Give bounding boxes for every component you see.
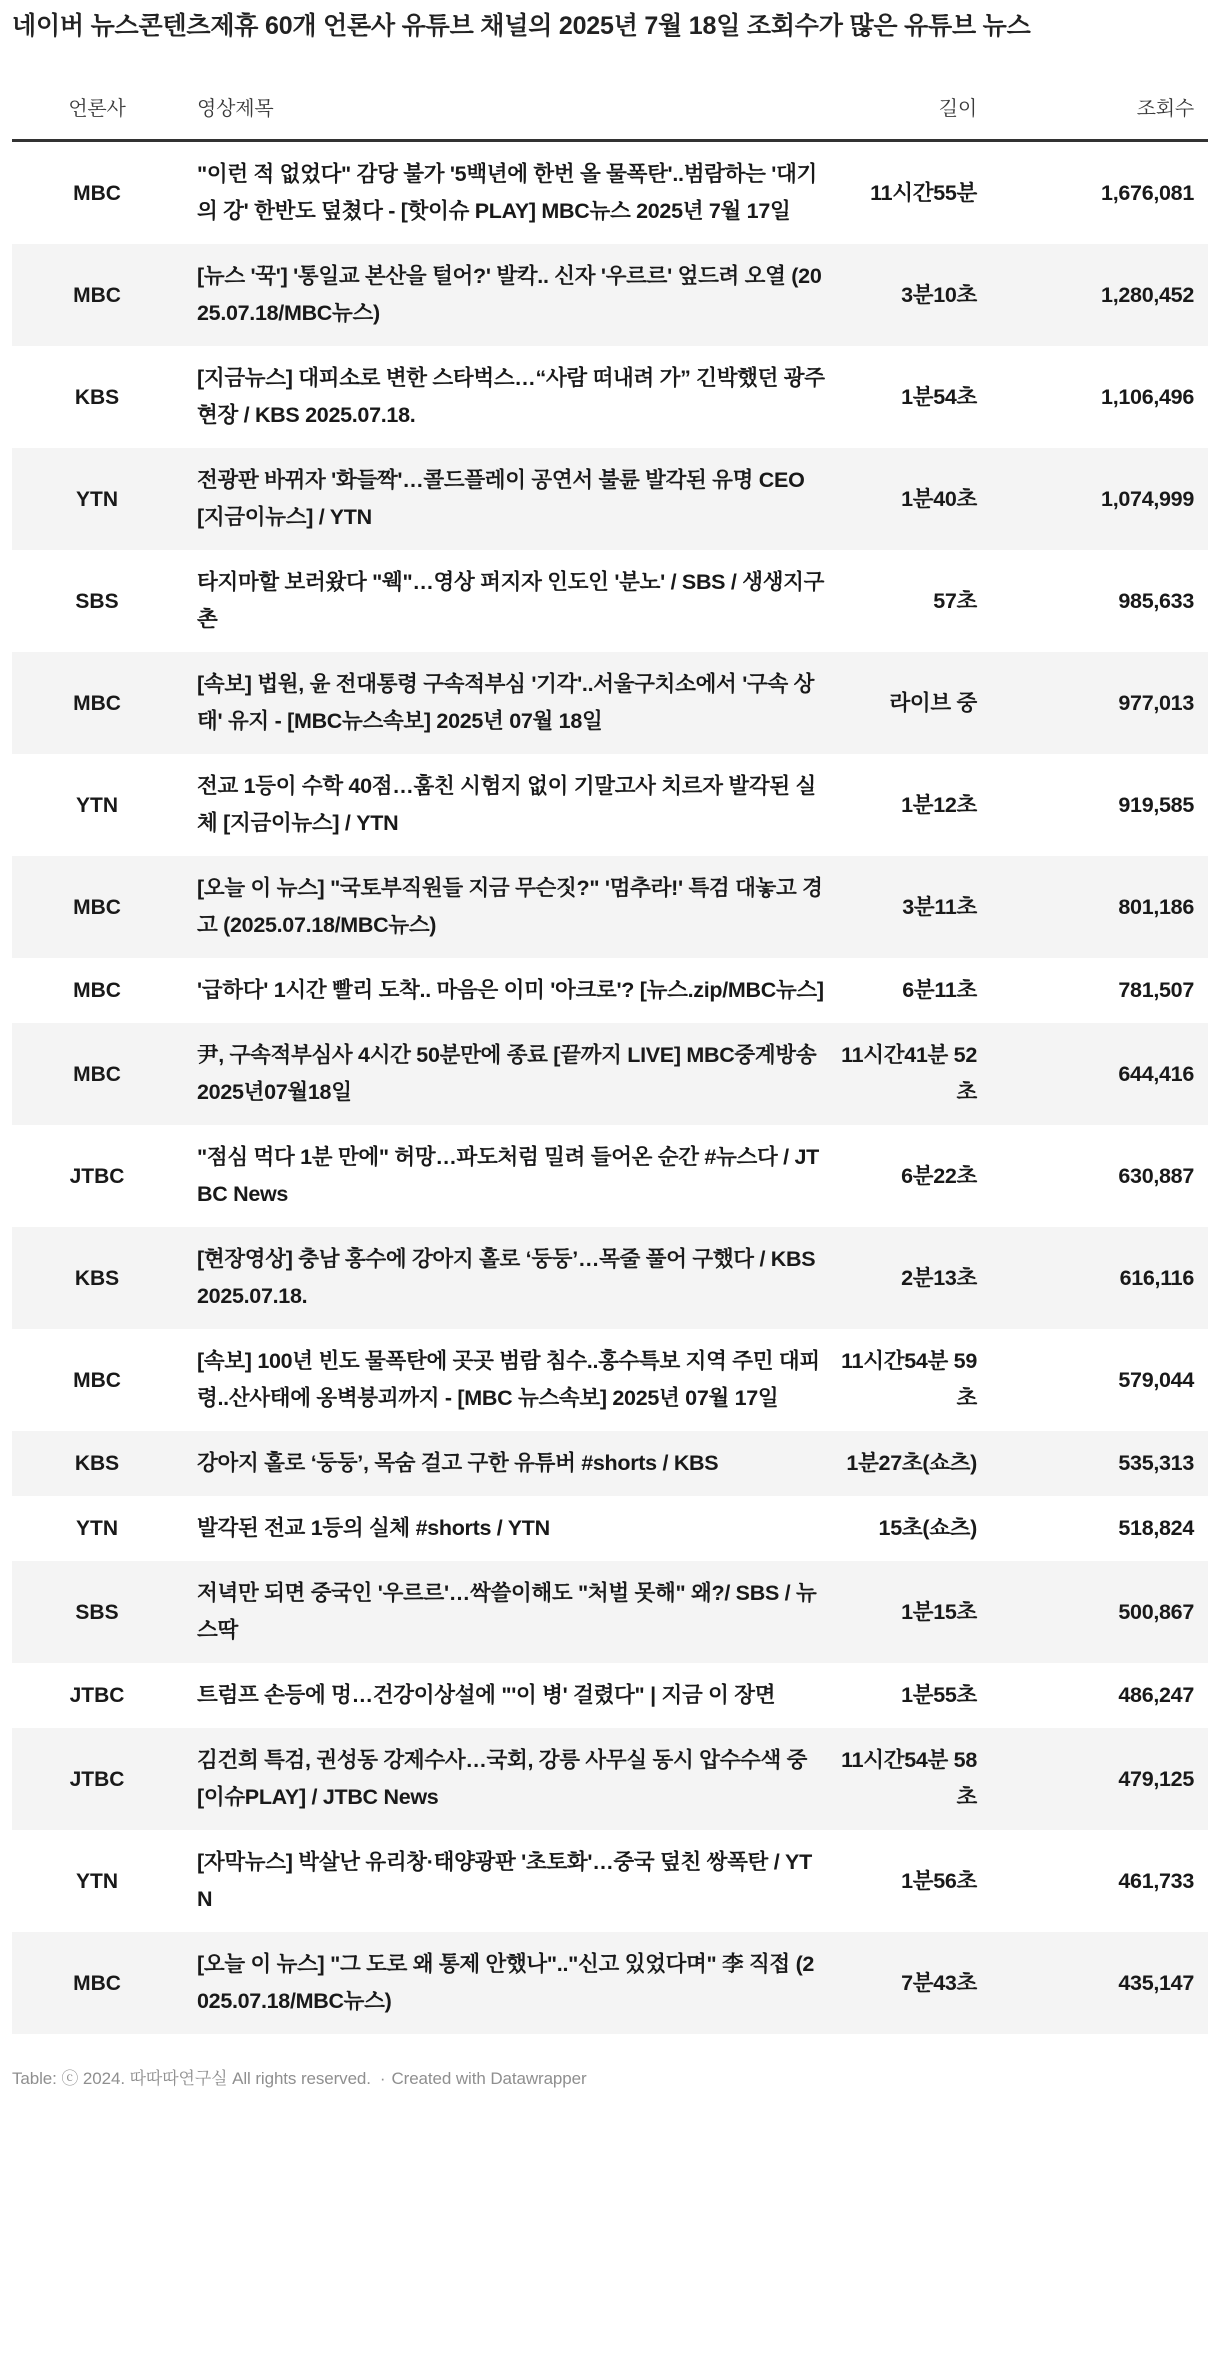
- table-row: [12, 958, 1208, 1023]
- press-cell: YTN: [76, 487, 118, 511]
- press-cell: MBC: [73, 979, 121, 1002]
- press-cell: YTN: [76, 793, 118, 817]
- table-row: [12, 244, 1208, 346]
- views-cell: 518,824: [1118, 1516, 1194, 1540]
- press-cell: MBC: [73, 1971, 121, 1995]
- table-row: [12, 1932, 1208, 2034]
- column-header-duration: 길이: [837, 92, 977, 141]
- duration-cell: 11시간54분 59초: [841, 1349, 977, 1410]
- press-cell: YTN: [76, 1869, 118, 1893]
- duration-cell: 1분55초: [901, 1683, 977, 1707]
- press-cell: JTBC: [69, 1767, 125, 1791]
- video-title-cell: 발각된 전교 1등의 실체 #shorts / YTN: [197, 1516, 550, 1540]
- duration-cell: 15초(쇼츠): [878, 1516, 977, 1540]
- video-title-cell: 트럼프 손등에 멍…건강이상설에 "'이 병' 걸렸다" | 지금 이 장면: [197, 1683, 776, 1707]
- table-row: [12, 1227, 1208, 1329]
- table-row: [12, 1663, 1208, 1728]
- table-body: [12, 141, 1208, 2035]
- press-cell: MBC: [73, 283, 121, 307]
- table-footer: [12, 2068, 1208, 2090]
- duration-cell: 1분40초: [901, 486, 977, 511]
- table-header-row: [12, 92, 1208, 141]
- views-cell: 479,125: [1118, 1766, 1194, 1791]
- video-title-cell: [오늘 이 뉴스] "그 도로 왜 통제 안했나".."신고 있었다며" 李 직접 (2025.07.18/MBC뉴스): [197, 1952, 815, 2013]
- views-cell: 985,633: [1118, 588, 1194, 613]
- press-cell: SBS: [75, 589, 119, 613]
- views-cell: 781,507: [1118, 978, 1194, 1002]
- table-row: [12, 141, 1208, 245]
- views-cell: 919,585: [1118, 792, 1194, 817]
- press-cell: YTN: [76, 1517, 118, 1540]
- video-title-cell: [현장영상] 충남 홍수에 강아지 홀로 ‘둥둥’…목줄 풀어 구했다 / KBS 2025.07.18.: [197, 1247, 816, 1308]
- table-row: [12, 1125, 1208, 1227]
- press-cell: MBC: [73, 1062, 121, 1086]
- views-cell: 977,013: [1118, 690, 1194, 715]
- duration-cell: 라이브 중: [889, 690, 977, 715]
- press-cell: JTBC: [69, 1164, 125, 1188]
- views-cell: 486,247: [1118, 1683, 1194, 1707]
- video-title-cell: 저녁만 되면 중국인 '우르르'…싹쓸이해도 "처벌 못해" 왜?/ SBS / 뉴스딱: [197, 1581, 817, 1642]
- video-title-cell: "이런 적 없었다" 감당 불가 '5백년에 한번 올 물폭탄'..범람하는 '대기의 강' 한반도 덮쳤다 - [핫이슈 PLAY] MBC뉴스 2025년 7월 17일: [197, 162, 818, 223]
- table-row: [12, 346, 1208, 448]
- video-title-cell: '급하다' 1시간 빨리 도착.. 마음은 이미 '아크로'? [뉴스.zip/MBC뉴스]: [197, 978, 824, 1002]
- duration-cell: 2분13초: [901, 1265, 977, 1290]
- press-cell: KBS: [74, 1452, 120, 1475]
- video-title-cell: 강아지 홀로 ‘둥둥’, 목숨 걸고 구한 유튜버 #shorts / KBS: [197, 1451, 719, 1475]
- duration-cell: 1분56초: [901, 1868, 977, 1893]
- video-title-cell: 전광판 바뀌자 '화들짝'…콜드플레이 공연서 불륜 발각된 유명 CEO [지금이뉴스] / YTN: [197, 468, 805, 529]
- video-title-cell: [속보] 100년 빈도 물폭탄에 곳곳 범람 침수..홍수특보 지역 주민 대피령..산사태에 옹벽붕괴까지 - [MBC 뉴스속보] 2025년 07월 17일: [197, 1349, 820, 1410]
- footer-separator: ·: [379, 2069, 386, 2088]
- views-cell: 500,867: [1118, 1599, 1194, 1624]
- views-cell: 579,044: [1118, 1367, 1194, 1392]
- duration-cell: 11시간41분 52초: [841, 1043, 977, 1104]
- video-title-cell: [자막뉴스] 박살난 유리창·태양광판 '초토화'…중국 덮친 쌍폭탄 / YTN: [197, 1850, 812, 1911]
- video-title-cell: 김건희 특검, 권성동 강제수사…국회, 강릉 사무실 동시 압수수색 중 [이슈PLAY] / JTBC News: [197, 1748, 808, 1809]
- views-cell: 461,733: [1118, 1868, 1194, 1893]
- table-row: [12, 1561, 1208, 1663]
- press-cell: MBC: [73, 181, 121, 205]
- column-header-views: 조회수: [977, 92, 1208, 141]
- duration-cell: 1분15초: [901, 1599, 977, 1624]
- views-cell: 435,147: [1118, 1970, 1194, 1995]
- views-cell: 1,106,496: [1101, 384, 1194, 409]
- column-header-press: 언론사: [12, 92, 182, 141]
- datawrapper-credit-link[interactable]: Created with Datawrapper: [391, 2069, 587, 2088]
- table-row: [12, 448, 1208, 550]
- views-cell: 644,416: [1118, 1061, 1194, 1086]
- duration-cell: 6분11초: [902, 978, 977, 1002]
- video-title-cell: [지금뉴스] 대피소로 변한 스타벅스…“사람 떠내려 가” 긴박했던 광주 현장 / KBS 2025.07.18.: [197, 366, 825, 427]
- views-cell: 1,074,999: [1101, 486, 1194, 511]
- views-cell: 1,280,452: [1101, 282, 1194, 307]
- video-title-cell: [오늘 이 뉴스] "국토부직원들 지금 무슨짓?" '멈추라!' 특검 대놓고 경고 (2025.07.18/MBC뉴스): [197, 876, 823, 937]
- news-table: [12, 92, 1208, 2034]
- press-cell: KBS: [74, 1266, 120, 1290]
- video-title-cell: "점심 먹다 1분 만에" 허망…파도처럼 밀려 들어온 순간 #뉴스다 / JTBC News: [197, 1145, 819, 1206]
- duration-cell: 11시간55분: [870, 180, 977, 205]
- views-cell: 535,313: [1118, 1451, 1194, 1475]
- views-cell: 801,186: [1118, 894, 1194, 919]
- video-title-cell: [뉴스 '꾹'] '통일교 본산을 털어?' 발칵.. 신자 '우르르' 엎드려 오열 (2025.07.18/MBC뉴스): [197, 264, 822, 325]
- attribution-text: Table: ⓒ 2024. 따따따연구실 All rights reserved.: [12, 2069, 371, 2088]
- duration-cell: 11시간54분 58초: [841, 1748, 977, 1809]
- table-row: [12, 1431, 1208, 1496]
- column-header-video-title: 영상제목: [182, 92, 837, 141]
- table-row: [12, 652, 1208, 754]
- press-cell: JTBC: [69, 1684, 125, 1707]
- page-title: 네이버 뉴스콘텐츠제휴 60개 언론사 유튜브 채널의 2025년 7월 18일 조회수가 많은 유튜브 뉴스: [12, 12, 1031, 40]
- video-title-cell: 尹, 구속적부심사 4시간 50분만에 종료 [끝까지 LIVE] MBC중계방송 2025년07월18일: [197, 1043, 817, 1104]
- table-row: [12, 754, 1208, 856]
- duration-cell: 7분43초: [901, 1970, 977, 1995]
- duration-cell: 6분22초: [901, 1163, 977, 1188]
- press-cell: SBS: [75, 1600, 119, 1624]
- duration-cell: 3분11초: [902, 894, 977, 919]
- press-cell: MBC: [73, 1368, 121, 1392]
- views-cell: 1,676,081: [1101, 180, 1194, 205]
- table-row: [12, 1329, 1208, 1431]
- table-row: [12, 856, 1208, 958]
- press-cell: KBS: [74, 385, 120, 409]
- table-row: [12, 1023, 1208, 1125]
- press-cell: MBC: [73, 895, 121, 919]
- duration-cell: 3분10초: [901, 282, 977, 307]
- press-cell: MBC: [73, 691, 121, 715]
- video-title-cell: 전교 1등이 수학 40점…훔친 시험지 없이 기말고사 치르자 발각된 실체 [지금이뉴스] / YTN: [197, 774, 816, 835]
- duration-cell: 57초: [933, 588, 977, 613]
- duration-cell: 1분27초(쇼츠): [846, 1451, 977, 1475]
- views-cell: 616,116: [1119, 1265, 1194, 1290]
- duration-cell: 1분12초: [901, 792, 977, 817]
- table-row: [12, 1830, 1208, 1932]
- table-row: [12, 550, 1208, 652]
- duration-cell: 1분54초: [901, 384, 977, 409]
- video-title-cell: 타지마할 보러왔다 "웩"…영상 퍼지자 인도인 '분노' / SBS / 생생지구촌: [197, 570, 825, 631]
- video-title-cell: [속보] 법원, 윤 전대통령 구속적부심 '기각'..서울구치소에서 '구속 상태' 유지 - [MBC뉴스속보] 2025년 07월 18일: [197, 672, 815, 733]
- table-row: [12, 1496, 1208, 1561]
- views-cell: 630,887: [1118, 1163, 1194, 1188]
- table-row: [12, 1728, 1208, 1830]
